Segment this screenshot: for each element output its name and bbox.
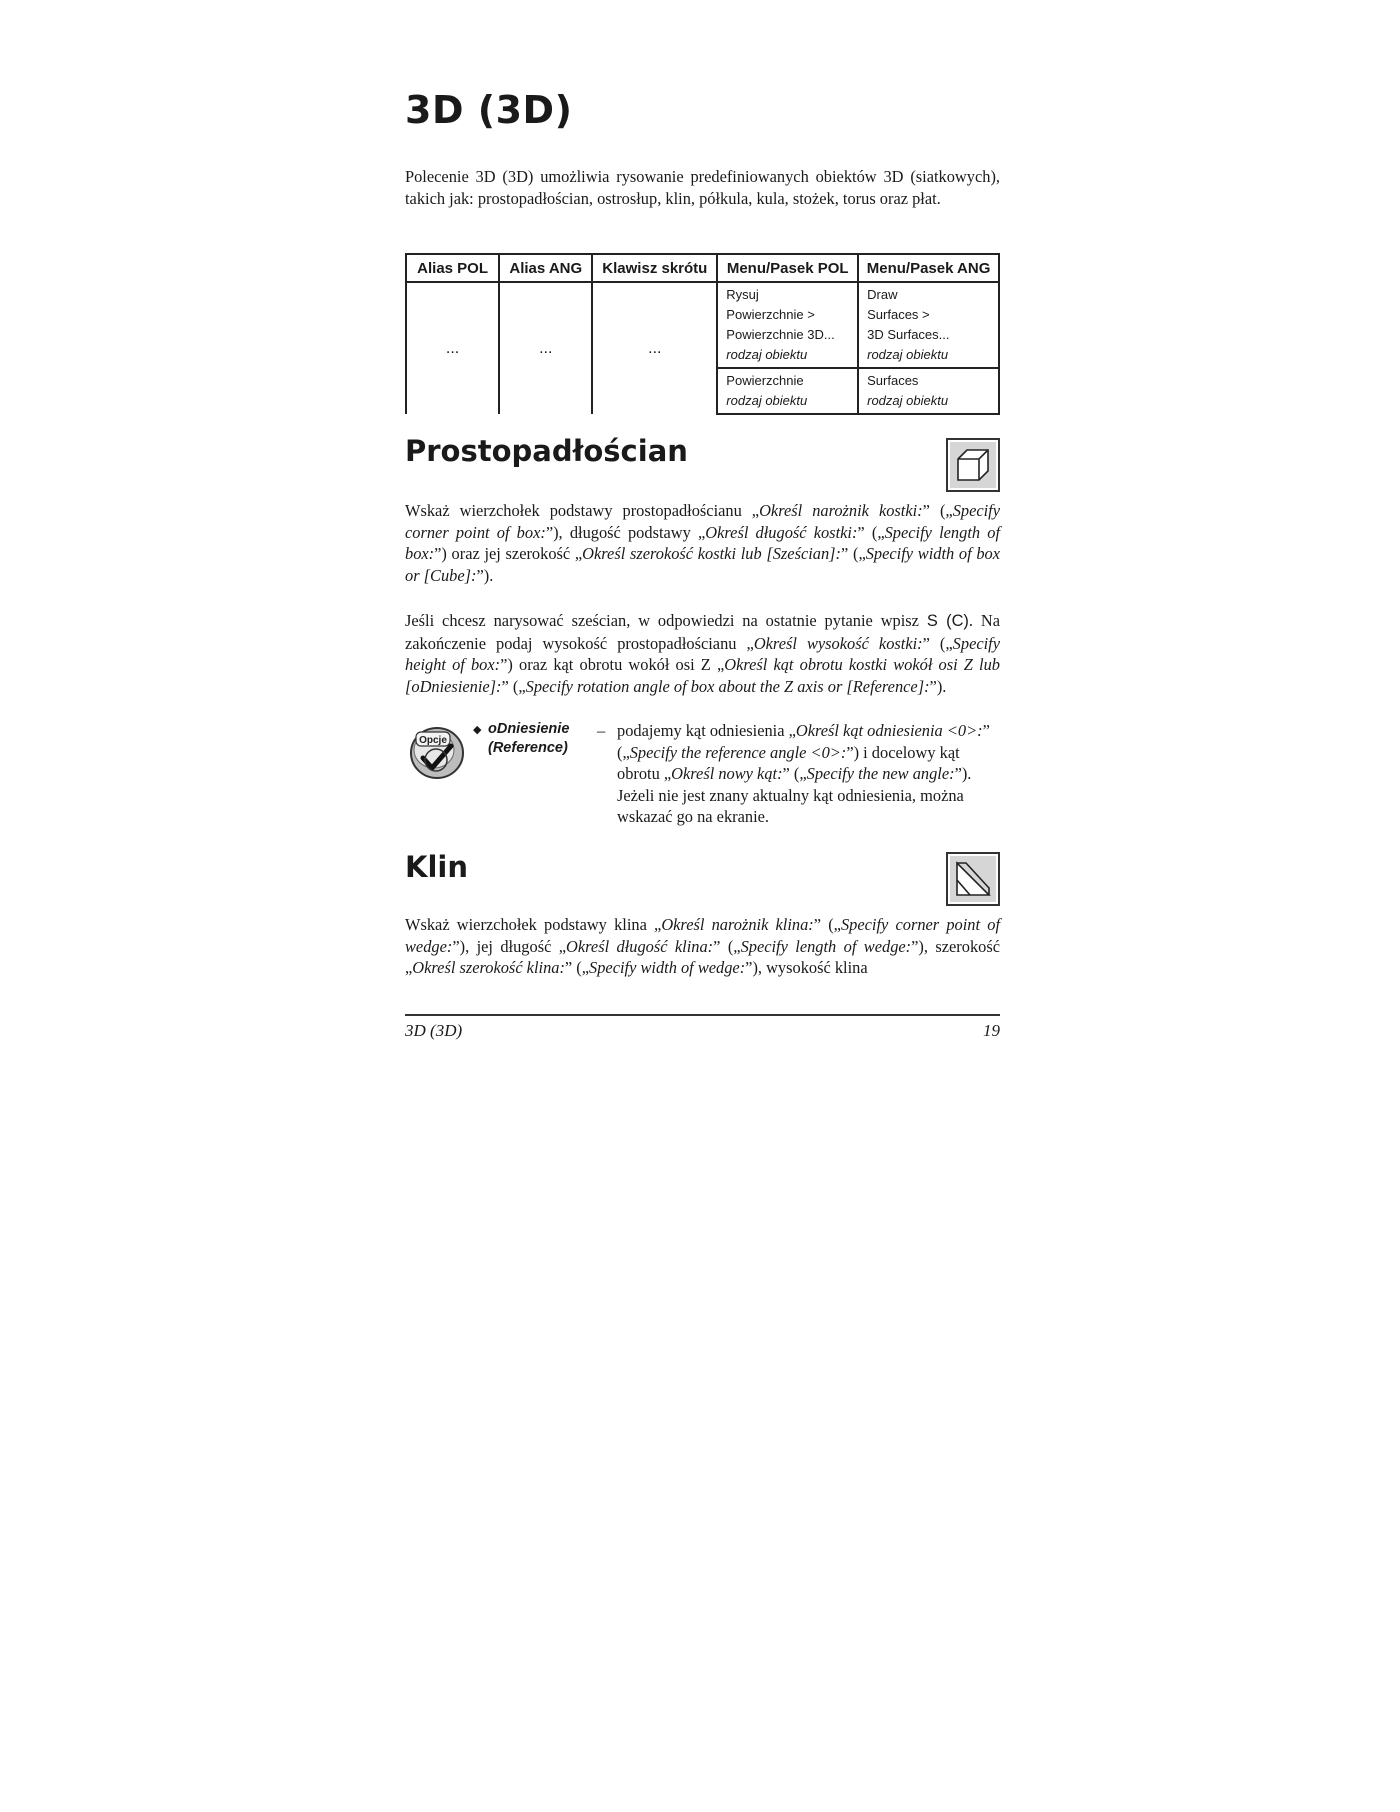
header-alias-ang: Alias ANG	[499, 254, 592, 282]
menu-ang-line: Surfaces >	[867, 307, 930, 322]
cell-menu-ang-1	[858, 282, 999, 368]
header-alias-pol: Alias POL	[406, 254, 499, 282]
box-paragraph-1: Wskaż wierzchołek podstawy prostopadłościanu „Określ narożnik kostki:” („Specify corner point of box:”), długość podstawy „Określ długość kostki:” („Specify length of box:”) oraz jej szerokość „Określ szerokość kostki lub [Sześcian]:” („Specify width of box or [Cube]:”).	[405, 501, 1001, 585]
menu-pol-object-type: rodzaj obiektu	[726, 393, 808, 408]
option-name: oDniesienie (Reference)	[488, 721, 570, 756]
page-title: 3D (3D)	[405, 88, 573, 132]
header-shortcut: Klawisz skrótu	[592, 254, 717, 282]
menu-pol-line: Rysuj	[726, 287, 759, 302]
options-badge-label: Opcje	[419, 735, 447, 746]
box-tool-icon	[946, 438, 1000, 492]
option-description: podajemy kąt odniesienia „Określ kąt odniesienia <0>:” („Specify the reference angle <0>:”) i docelowy kąt obrotu „Określ nowy kąt:” („Specify the new angle:”). Jeżeli nie jest znany aktualny kąt odniesienia, można wskazać go na ekranie.	[617, 721, 990, 826]
menu-pol-line: Powierzchnie >	[726, 307, 815, 322]
menu-ang-line: Draw	[867, 287, 898, 302]
footer-divider	[405, 1014, 1000, 1016]
header-menu-ang: Menu/Pasek ANG	[858, 254, 999, 282]
wedge-paragraph-1: Wskaż wierzchołek podstawy klina „Określ narożnik klina:” („Specify corner point of wedge:”), jej długość „Określ długość klina:” („Specify length of wedge:”), szerokość „Określ szerokość klina:” („Specify width of wedge:”), wysokość klina	[405, 915, 1000, 977]
key-entry: S (C)	[926, 612, 969, 630]
menu-ang-toolbar: Surfaces	[867, 373, 919, 388]
cell-shortcut: ...	[592, 282, 717, 414]
option-block	[405, 720, 1000, 832]
footer-chapter: 3D (3D)	[405, 1021, 463, 1040]
option-bullet-icon: ◆	[473, 723, 482, 736]
menu-ang-object-type: rodzaj obiektu	[867, 393, 949, 408]
option-dash: –	[597, 721, 606, 740]
menu-pol-object-type: rodzaj obiektu	[726, 347, 808, 362]
header-menu-pol: Menu/Pasek POL	[717, 254, 858, 282]
page-number: 19	[983, 1021, 1000, 1040]
cell-alias-pol: ...	[406, 282, 499, 414]
wedge-tool-icon	[946, 852, 1000, 906]
options-badge-icon	[409, 724, 467, 785]
menu-ang-object-type: rodzaj obiektu	[867, 347, 949, 362]
menu-pol-line: Powierzchnie 3D...	[726, 327, 835, 342]
section-heading-wedge: Klin	[405, 850, 468, 884]
cell-alias-ang: ...	[499, 282, 592, 414]
cell-menu-pol-2	[717, 368, 858, 414]
command-table	[405, 253, 1000, 415]
table-header-row	[406, 254, 999, 282]
page-footer	[405, 1021, 1000, 1041]
cell-menu-pol-1	[717, 282, 858, 368]
menu-ang-line: 3D Surfaces...	[867, 327, 950, 342]
intro-paragraph: Polecenie 3D (3D) umożliwia rysowanie predefiniowanych obiektów 3D (siatkowych), takich jak: prostopadłościan, ostrosłup, klin, półkula, kula, stożek, torus oraz płat.	[405, 167, 1000, 208]
menu-pol-toolbar: Powierzchnie	[726, 373, 804, 388]
table-row	[406, 282, 999, 368]
section-heading-box: Prostopadłościan	[405, 434, 688, 468]
cell-menu-ang-2	[858, 368, 999, 414]
box-paragraph-2: Jeśli chcesz narysować sześcian, w odpowiedzi na ostatnie pytanie wpisz S (C). Na zakończenie podaj wysokość prostopadłościanu „Określ wysokość kostki:” („Specify height of box:”) oraz kąt obrotu wokół osi Z „Określ kąt obrotu kostki wokół osi Z lub [oDniesienie]:” („Specify rotation angle of box about the Z axis or [Reference]:”).	[405, 611, 1000, 696]
